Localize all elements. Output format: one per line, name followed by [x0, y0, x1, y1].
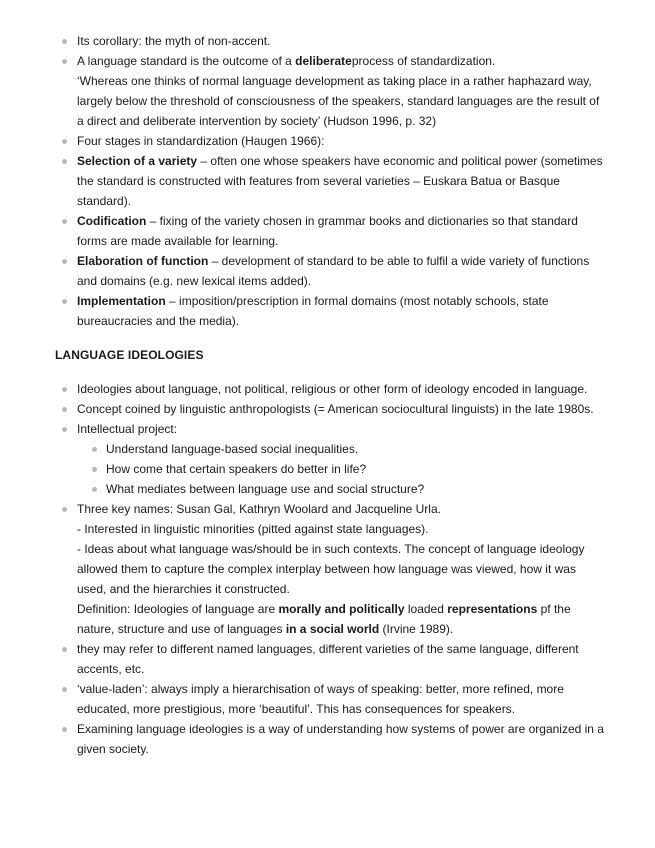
bullet-icon [92, 447, 97, 452]
standardization-list [0, 0, 655, 331]
list-item-text: Concept coined by linguistic anthropologists (= American sociocultural linguists) in the late 1980s. [77, 402, 594, 416]
list-item-text: Four stages in standardization (Haugen 1966): [77, 134, 325, 148]
bullet-icon [62, 39, 67, 44]
list-item-text: What mediates between language use and social structure? [106, 482, 425, 496]
list-item-text: Examining language ideologies is a way of understanding how systems of power are organized in a given society. [77, 722, 604, 756]
sub-list-item [0, 479, 655, 499]
list-item-text: Understand language-based social inequalities. [106, 442, 359, 456]
list-item-text: they may refer to different named languages, different varieties of the same language, different accents, etc. [77, 642, 579, 676]
list-item-text: - Ideas about what language was/should be in such contexts. The concept of language ideology allowed them to capture the complex interplay between how language was viewed, how it was used, and the hierarchies it constructed. [77, 542, 585, 596]
list-item-text: Its corollary: the myth of non-accent. [77, 34, 271, 48]
list-item [0, 679, 655, 719]
bullet-icon [62, 59, 67, 64]
definition [77, 599, 605, 639]
list-item [0, 151, 655, 211]
bold-term: Selection of a variety [77, 154, 198, 168]
bullet-icon [62, 387, 67, 392]
ideologies-list [0, 379, 655, 439]
definition-text: loaded [404, 602, 448, 616]
list-item [0, 639, 655, 679]
bold-term: representations [447, 602, 538, 616]
bullet-icon [92, 487, 97, 492]
bold-term: Implementation [77, 294, 166, 308]
sub-list-item [0, 439, 655, 459]
hudson-quote: ‘Whereas one thinks of normal language development as taking place in a rather haphazard way, largely below the threshold of consciousness of the speakers, standard languages are the result of a direct and deliberate intervention by society’ (Hudson 1996, p. 32) [77, 74, 600, 128]
list-item-text: Intellectual project: [77, 422, 178, 436]
bullet-icon [62, 299, 67, 304]
definition-text: (Irvine 1989). [379, 622, 454, 636]
list-item-text: - Interested in linguistic minorities (pitted against state languages). [77, 522, 429, 536]
list-item-text: – development of standard to be able to fulfil a wide variety of functions and domains (e.g. new lexical items added). [77, 254, 590, 288]
list-item-text: – fixing of the variety chosen in grammar books and dictionaries so that standard forms are made available for learning. [77, 214, 578, 248]
bold-term: morally and politically [278, 602, 405, 616]
list-item-text: – imposition/prescription in formal domains (most notably schools, state bureaucracies and the media). [77, 294, 549, 328]
bullet-icon [62, 727, 67, 732]
list-item-text: ‘value-laden’: always imply a hierarchisation of ways of speaking: better, more refined, more educated, more prestigious, more ‘beautiful’. This has consequences for speakers. [77, 682, 564, 716]
bold-term: Codification [77, 214, 147, 228]
list-item-text: Three key names: Susan Gal, Kathryn Woolard and Jacqueline Urla. [77, 502, 441, 516]
section-heading: LANGUAGE IDEOLOGIES [55, 348, 204, 362]
bold-term: in a social world [285, 622, 380, 636]
list-item [0, 379, 655, 399]
bullet-icon [62, 139, 67, 144]
bullet-icon [62, 427, 67, 432]
list-item [0, 211, 655, 251]
list-item [0, 419, 655, 439]
bold-term: Elaboration of function [77, 254, 209, 268]
list-item [0, 291, 655, 331]
list-item [0, 499, 655, 639]
intellectual-project-sublist [0, 439, 655, 499]
definition-text: Definition: Ideologies of language are [77, 602, 279, 616]
bullet-icon [62, 159, 67, 164]
bullet-icon [62, 259, 67, 264]
definition-text: pf the nature, structure and use of languages [77, 602, 571, 636]
ideologies-list-continued [0, 499, 655, 759]
list-item-text: How come that certain speakers do better in life? [106, 462, 367, 476]
bullet-icon [92, 467, 97, 472]
list-item-text: process of standardization. [351, 54, 496, 68]
sub-list-item [0, 459, 655, 479]
bullet-icon [62, 407, 67, 412]
list-item [0, 719, 655, 759]
list-item-text: – often one whose speakers have economic and political power (sometimes the standard is constructed with features from several varieties – Euskara Batua or Basque standard). [77, 154, 603, 208]
list-item [0, 31, 655, 51]
list-item [0, 131, 655, 151]
list-item-text: A language standard is the outcome of a [77, 54, 296, 68]
list-item-text: Ideologies about language, not political, religious or other form of ideology encoded in language. [77, 382, 588, 396]
bullet-icon [62, 507, 67, 512]
list-item [0, 251, 655, 291]
bullet-icon [62, 687, 67, 692]
bullet-icon [62, 647, 67, 652]
list-item [0, 399, 655, 419]
bold-term: deliberate [295, 54, 352, 68]
bullet-icon [62, 219, 67, 224]
list-item [0, 51, 655, 131]
